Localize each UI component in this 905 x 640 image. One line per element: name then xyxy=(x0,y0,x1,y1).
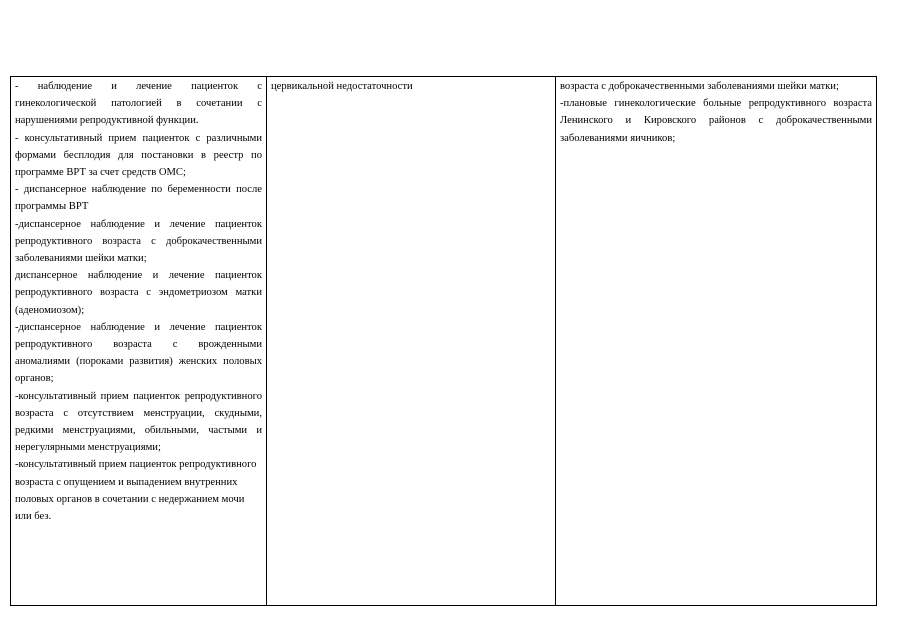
list-item: возраста с доброкачественными заболеваниями шейки матки; xyxy=(560,81,839,92)
list-item: -диспансерное наблюдение и лечение пациенток репродуктивного возраста с врожденными аномалиями (пороками развития) женских половых органов; xyxy=(15,321,262,385)
table-cell-middle xyxy=(267,77,556,606)
table-cell-right xyxy=(556,77,877,606)
list-item: - диспансерное наблюдение по беременности после программы ВРТ xyxy=(15,184,262,213)
list-item: -консультативный прием пациенток репродуктивного возраста с отсутствием менструации, скудными, редкими менструациями, обильными, частыми и нерегулярными менструациями; xyxy=(15,390,262,454)
list-item: - наблюдение и лечение пациенток с гинекологической патологией в сочетании с нарушениями репродуктивной функции. xyxy=(15,81,262,127)
list-item: -консультативный прием пациенток репродуктивного возраста с опущением и выпадением внутренних половых органов в сочетании с недержанием мочи или без. xyxy=(15,459,257,523)
list-item: цервикальной недостаточности xyxy=(271,81,413,92)
list-item: - консультативный прием пациенток с различными формами бесплодия для постановки в реестр по программе ВРТ за счет средств ОМС; xyxy=(15,132,262,179)
content-table xyxy=(10,76,877,606)
table-row xyxy=(11,77,877,606)
list-item: -плановые гинекологические больные репродуктивного возраста Ленинского и Кировского районов с доброкачественными заболеваниями яичников; xyxy=(560,98,872,144)
list-item: диспансерное наблюдение и лечение пациенток репродуктивного возраста с эндометриозом матки (аденомиозом); xyxy=(15,270,262,316)
table-cell-left xyxy=(11,77,267,606)
list-item: -диспансерное наблюдение и лечение пациенток репродуктивного возраста с доброкачественными заболеваниями шейки матки; xyxy=(15,218,262,265)
